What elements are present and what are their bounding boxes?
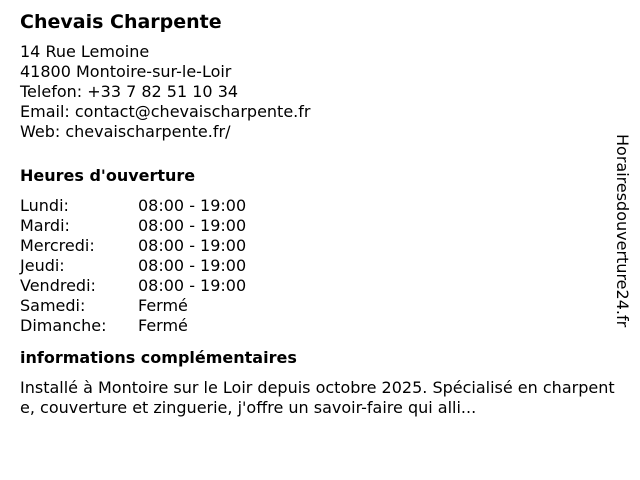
hours-row-jeudi: [20, 256, 610, 276]
hours-table: [20, 196, 610, 336]
day-label: Mardi:: [20, 216, 70, 235]
address-street: 14 Rue Lemoine: [20, 42, 150, 61]
day-hours: 08:00 - 19:00: [138, 216, 247, 235]
web-label: Web:: [20, 122, 66, 141]
day-label: Dimanche:: [20, 316, 107, 335]
address-city: 41800 Montoire-sur-le-Loir: [20, 62, 232, 81]
day-label: Samedi:: [20, 296, 86, 315]
email-label: Email:: [20, 102, 75, 121]
hours-row-mardi: [20, 216, 610, 236]
phone-label: Telefon:: [20, 82, 88, 101]
day-label: Mercredi:: [20, 236, 95, 255]
hours-row-samedi: [20, 296, 610, 316]
hours-row-mercredi: [20, 236, 610, 256]
day-hours: 08:00 - 19:00: [138, 196, 247, 215]
info-description: Installé à Montoire sur le Loir depuis octobre 2025. Spécialisé en charpente, couverture et zinguerie, j'offre un savoir-faire qui alli...: [20, 378, 615, 417]
hours-heading: Heures d'ouverture: [20, 166, 196, 185]
day-label: Vendredi:: [20, 276, 96, 295]
day-hours: 08:00 - 19:00: [138, 276, 247, 295]
phone-line: [20, 82, 610, 102]
day-hours: Fermé: [138, 296, 188, 315]
day-hours: 08:00 - 19:00: [138, 256, 247, 275]
hours-row-dimanche: [20, 316, 610, 336]
day-hours: 08:00 - 19:00: [138, 236, 247, 255]
day-label: Jeudi:: [20, 256, 65, 275]
web-line: [20, 122, 610, 142]
hours-row-lundi: [20, 196, 610, 216]
day-hours: Fermé: [138, 316, 188, 335]
address-block: [20, 42, 610, 142]
hours-row-vendredi: [20, 276, 610, 296]
day-label: Lundi:: [20, 196, 69, 215]
email-value[interactable]: contact@chevaischarpente.fr: [74, 102, 311, 121]
web-link[interactable]: chevaischarpente.fr/: [65, 122, 231, 141]
site-brand-vertical: Horairesdouverture24.fr: [613, 134, 632, 328]
phone-value[interactable]: +33 7 82 51 10 34: [87, 82, 239, 101]
info-heading: informations complémentaires: [20, 348, 297, 367]
business-card: [20, 10, 615, 418]
email-line: [20, 102, 610, 122]
business-name: Chevais Charpente: [20, 11, 222, 33]
